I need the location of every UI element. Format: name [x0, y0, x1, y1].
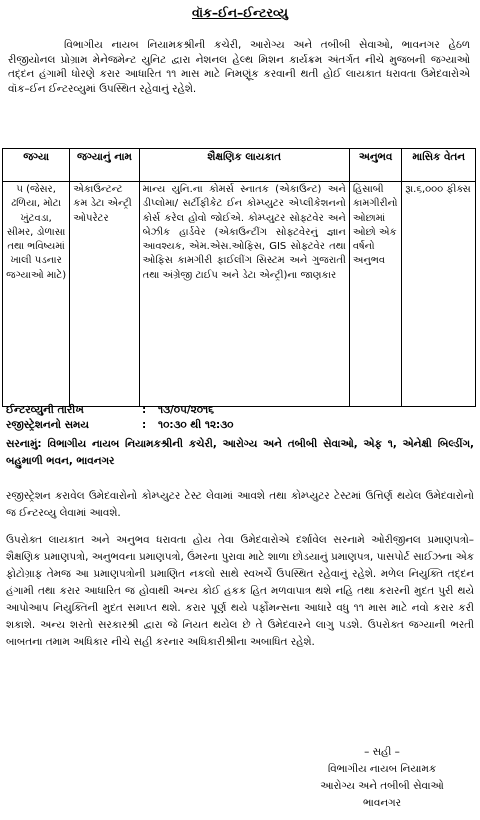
- interview-date-line: ઈન્ટરવ્યુની તારીખ : ૧૩/૦૫/૨૦૧૬: [6, 404, 214, 416]
- cell-experience: હિસાબી કામગીરીનો ઓછામાં ઓછો એક વર્ષનો અનુભવ: [349, 182, 402, 407]
- interview-date-label: ઈન્ટરવ્યુની તારીખ: [6, 404, 84, 416]
- cell-posts: ૫ (જેસર, ઢળિયા, મોટા ખુંટવડા, સીમર, ડોળાસા તથા ભવિષ્યમાં ખાલી પડનાર જગ્યાઓ માટે): [3, 182, 70, 407]
- signatory-city: ભાવનગર: [362, 797, 402, 809]
- header-qualification: શૈક્ષણિક લાયકાત: [139, 149, 349, 182]
- intro-paragraph: વિભાગીય નાયબ નિયામકશ્રીની કચેરી, આરોગ્ય અને તબીબી સેવાઓ, ભાવનગર હેઠળ રીજીયોનલ પ્રોગ્રામ મેનેજમેન્ટ યુનિટ દ્વારા નેશનલ હેલ્થ મિશન કાર્યક્રમ અંતર્ગત નીચે મુજબની જગ્યાઓ તદ્દન હંગામી ધોરણે કરાર આધારિત ૧૧ માસ માટે નિમણૂંક કરવાની થતી હોઈ લાયકાત ધરાવતા ઉમેદવારોએ વૉક–ઈન ઈન્ટરવ્યુમાં ઉપસ્થિત રહેવાનું રહેશે.: [8, 39, 470, 95]
- cell-post-name: એકાઉન્ટન્ટ કમ ડેટા એન્ટ્રી ઓપરેટર: [70, 182, 139, 407]
- signature-block: [292, 744, 472, 812]
- registration-time-line: રજીસ્ટ્રેશનનો સમય : ૧૦:૩૦ થી ૧૨:૩૦: [6, 419, 234, 431]
- table-row: [3, 182, 476, 407]
- address-text: વિભાગીય નાયબ નિયામકશ્રીની કચેરી, આરોગ્ય અને તબીબી સેવાઓ, એફ ૧, એનેક્ષી બિલ્ડીંગ, બહુમાળી ભવન, ભાવનગર: [6, 438, 474, 467]
- registration-time-label: રજીસ્ટ્રેશનનો સમય: [6, 419, 89, 431]
- address-block: [6, 436, 474, 470]
- signatory-department: આરોગ્ય અને તબીબી સેવાઓ: [320, 780, 444, 792]
- table-header-row: [3, 149, 476, 182]
- signatory-title: વિભાગીય નાયબ નિયામક: [327, 763, 437, 775]
- address-label: સરનામું:: [6, 438, 42, 450]
- cell-qualification: માન્ય યુનિ.ના કોમર્સ સ્નાતક (એકાઉન્ટ) અને ડીપ્લોમા/ સર્ટીફીકેટ ઈન કોમ્પ્યુટર એપ્લીકેશનનો કોર્સ કરેલ હોવો જોઈએ. કોમ્પ્યુટર સોફ્ટવેર અને બેઝીક હાર્ડવેર (એકાઉન્ટીંગ સોફ્ટવેરનું જ્ઞાન આવશ્યક, એમ.એસ.ઓફિસ, GIS સોફ્ટવેર તથા ઓફિસ કામગીરી ફાઈલીંગ સિસ્ટમ અને ગુજરાતી તથા અંગ્રેજી ટાઈપ અને ડેટા એન્ટ્રી)ના જાણકાર: [139, 182, 349, 407]
- vacancy-table: [2, 148, 476, 407]
- cell-salary: રૂા.૬,૦૦૦ ફીક્સ: [402, 182, 476, 407]
- computer-test-paragraph: રજીસ્ટ્રેશન કરાવેલ ઉમેદવારોનો કોમ્પ્યુટર ટેસ્ટ લેવામાં આવશે તથા કોમ્પ્યુટર ટેસ્ટમાં ઉત્તિર્ણ થયેલ ઉમેદવારોનો જ ઈન્ટરવ્યુ લેવામાં આવશે.: [6, 490, 474, 519]
- registration-time-value: ૧૦:૩૦ થી ૧૨:૩૦: [158, 419, 234, 431]
- header-experience: અનુભવ: [349, 149, 402, 182]
- header-salary: માસિક વેતન: [402, 149, 476, 182]
- documents-paragraph: ઉપરોક્ત લાયકાત અને અનુભવ ધરાવતા હોય તેવા ઉમેદવારોએ દર્શાવેલ સરનામે ઓરીજીનલ પ્રમાણપત્રો– શૈક્ષણિક પ્રમાણપત્રો, અનુભવના પ્રમાણપત્રો, ઉંમરના પુરાવા માટે શાળા છોડયાનું પ્રમાણપત્ર, પાસપોર્ટ સાઈઝના એક ફોટોગ્રાફ તેમજ આ પ્રમાણપત્રોની પ્રમાણિત નકલો સાથે સ્વખર્ચે ઉપસ્થિત રહેવાનું રહેશે. મળેલ નિયુક્તિ તદ્દન હંગામી તથા કરાર આધારિત જ હોવાથી અન્ય કોઈ હકક હિત મળવાપાત્ર થશે નહિ તથા કરારની મુદત પુરી થયે આપોઆપ નિયુક્તિની મુદત સમાપ્ત થશે. કરાર પૂર્ણ થયે પર્ફોમન્સના આધારે વધુ ૧૧ માસ માટે નવો કરાર કરી શકાશે. અન્ય શરતો સરકારશ્રી દ્વારા જે નિયત થયેલ છે તે ઉમેદવારને લાગુ પડશે. ઉપરોક્ત જગ્યાની ભરતી બાબતના તમામ અધિકાર નીચે સહી કરનાર અધિકારીશ્રીના અબાધિત રહેશે.: [6, 534, 474, 648]
- signature-mark: – સહી –: [364, 746, 400, 758]
- header-posts: જગ્યા: [3, 149, 70, 182]
- interview-date-value: ૧૩/૦૫/૨૦૧૬: [158, 404, 214, 416]
- header-post-name: જગ્યાનું નામ: [70, 149, 139, 182]
- notice-title: વૉક–ઈન–ઈન્ટરવ્યુ: [192, 5, 288, 20]
